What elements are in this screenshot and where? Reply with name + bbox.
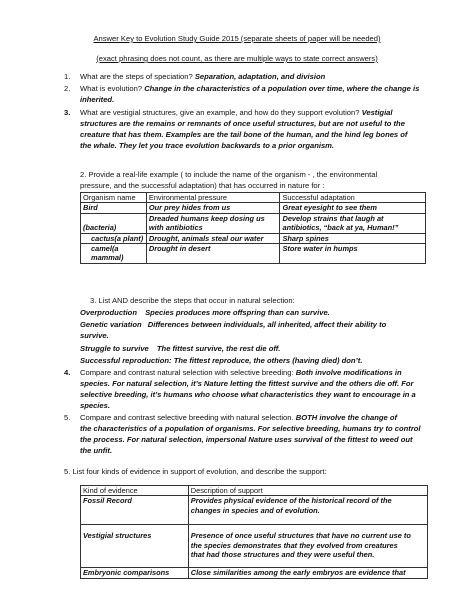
desc-line: Provides physical evidence of the historical record of the xyxy=(190,496,392,506)
desc-line: that had those structures and they were useful then. xyxy=(190,550,375,560)
q5-answer-2: the characteristics of a population of organisms. For selective breeding, humans try to control xyxy=(80,424,421,433)
organism-cell: cactus(a plant) xyxy=(81,233,147,243)
evidence-desc-cell xyxy=(188,525,427,568)
pressure-cell: Our prey hides from us xyxy=(146,203,280,213)
step-text: Differences between individuals, all inherited, affect their ability to xyxy=(147,320,387,329)
table-header: Organism name xyxy=(81,193,147,203)
evidence-table xyxy=(80,485,428,579)
evidence-question: 5. List four kinds of evidence in support of evolution, and describe the support: xyxy=(64,467,327,476)
pressure-cell xyxy=(146,213,280,233)
q3-answer-4: the whale. They let you trace evolution backwards to a prior organism. xyxy=(80,141,335,150)
step-overproduction xyxy=(80,308,330,318)
table-row xyxy=(81,568,428,578)
table-header: Environmental pressure xyxy=(146,193,280,203)
q5-number: 5. xyxy=(64,413,71,422)
q3-answer-2: structures are the remains or remnants of once useful structures, but are not useful to the xyxy=(80,119,405,128)
step-text: The fittest reproduce, the others (having died) don’t. xyxy=(173,356,363,365)
evidence-desc-cell: Close similarities among the early embryos are evidence that xyxy=(188,568,427,578)
q4-answer-4: species. xyxy=(80,401,110,410)
q3-number: 3. xyxy=(64,108,71,117)
document-title: Answer Key to Evolution Study Guide 2015 (separate sheets of paper will be needed) xyxy=(93,34,381,43)
q5-answer-3: the process. For natural selection, impersonal Nature uses survival of the fittest to weed out xyxy=(80,435,413,444)
adaptation-line: Develop strains that laugh at xyxy=(282,213,384,223)
q2-number: 2. xyxy=(64,84,71,93)
table-row xyxy=(81,496,428,525)
evidence-desc-cell xyxy=(188,496,427,525)
evidence-kind-cell: Embryonic comparisons xyxy=(81,568,189,578)
q2-answer-1: Change in the characteristics of a population over time, where the change is xyxy=(144,84,420,93)
q1-answer: Separation, adaptation, and division xyxy=(194,72,326,81)
steps-question: 3. List AND describe the steps that occur in natural selection: xyxy=(90,296,295,305)
q2-answer-2: inherited. xyxy=(80,95,115,104)
step-struggle xyxy=(80,344,280,354)
q3-question: What are vestigial structures, give an example, and how do they support evolution? xyxy=(80,108,360,117)
step-label: Successful reproduction: xyxy=(80,356,172,365)
q1-question: What are the steps of speciation? xyxy=(80,72,193,81)
q4-question: Compare and contrast natural selection with selective breeding: xyxy=(80,368,294,377)
table-header: Successful adaptation xyxy=(280,193,426,203)
adaptation-cell: Store water in humps xyxy=(280,244,426,264)
desc-line: Presence of once useful structures that have no current use to xyxy=(190,531,411,541)
q1-line xyxy=(80,72,325,82)
adaptation-cell xyxy=(280,213,426,233)
table-row xyxy=(81,203,426,213)
evidence-kind-cell: Fossil Record xyxy=(81,496,189,525)
pressure-line: with antibiotics xyxy=(148,223,203,233)
q3-answer-first: Vestigial xyxy=(361,108,393,117)
table-header-row xyxy=(81,193,426,203)
table-row xyxy=(81,525,428,568)
evidence-kind-cell: Vestigial structures xyxy=(81,525,189,568)
q2-question: What is evolution? xyxy=(80,84,143,93)
table-header: Description of support xyxy=(188,486,427,496)
q3-answer-3: creature that has them. Examples are the tail bone of the human, and the hind leg bones of xyxy=(80,130,408,139)
example-question-2: pressure, and the successful adaptation) that has occurred in nature for : xyxy=(80,181,325,190)
q5-answer-first: BOTH involve the change of xyxy=(295,413,397,422)
pressure-cell: Drought, animals steal our water xyxy=(146,233,280,243)
step-text: Species produces more offspring than can survive. xyxy=(145,308,330,317)
step-label: Genetic variation xyxy=(80,320,142,329)
step-label: Overproduction xyxy=(80,308,137,317)
desc-line: changes in species and of evolution. xyxy=(190,505,320,515)
desc-line: the species demonstrates that they evolved from creatures xyxy=(190,540,398,550)
pressure-cell: Drought in desert xyxy=(146,244,280,264)
organism-line: camel(a xyxy=(91,244,119,254)
organism-cell: Bird xyxy=(81,203,147,213)
adaptation-table xyxy=(80,192,426,264)
step-label: Struggle to survive xyxy=(80,344,149,353)
step-reproduction xyxy=(80,356,362,366)
q2-line xyxy=(80,84,419,94)
q5-answer-4: the unfit. xyxy=(80,446,113,455)
q4-answer-first: Both involve modifications in xyxy=(295,368,402,377)
q4-answer-2: species. For natural selection, it’s Nature letting the fittest survive and the others die off. For xyxy=(80,379,414,388)
q5-question: Compare and contrast selective breeding with natural selection. xyxy=(80,413,294,422)
q1-number: 1. xyxy=(64,72,71,81)
organism-cell xyxy=(81,244,147,264)
pressure-line: Dreaded humans keep dosing us xyxy=(148,213,265,223)
adaptation-cell: Sharp spines xyxy=(280,233,426,243)
organism-cell: (bacteria) xyxy=(81,213,147,233)
table-row xyxy=(81,244,426,264)
step-text: The fittest survive, the rest die off. xyxy=(156,344,281,353)
adaptation-line: antibiotics, “back at ya, Human!” xyxy=(282,223,399,233)
q4-answer-3: selective breeding, it’s humans who choose what characteristics they want to encourage in a xyxy=(80,390,416,399)
q5-line xyxy=(80,413,397,423)
q4-line xyxy=(80,368,402,378)
table-header-row xyxy=(81,486,428,496)
adaptation-cell: Great eyesight to see them xyxy=(280,203,426,213)
table-header: Kind of evidence xyxy=(81,486,189,496)
organism-line: mammal) xyxy=(91,253,124,263)
q4-number: 4. xyxy=(64,368,71,377)
table-row xyxy=(81,233,426,243)
q3-line xyxy=(80,108,393,118)
table-row xyxy=(81,213,426,233)
example-question-1: 2. Provide a real-life example ( to include the name of the organism - , the environmental xyxy=(80,170,378,179)
step-text: survive. xyxy=(80,331,109,340)
step-variation xyxy=(80,320,386,330)
document-note: (exact phrasing does not count, as there are multiple ways to state correct answers) xyxy=(96,54,378,63)
